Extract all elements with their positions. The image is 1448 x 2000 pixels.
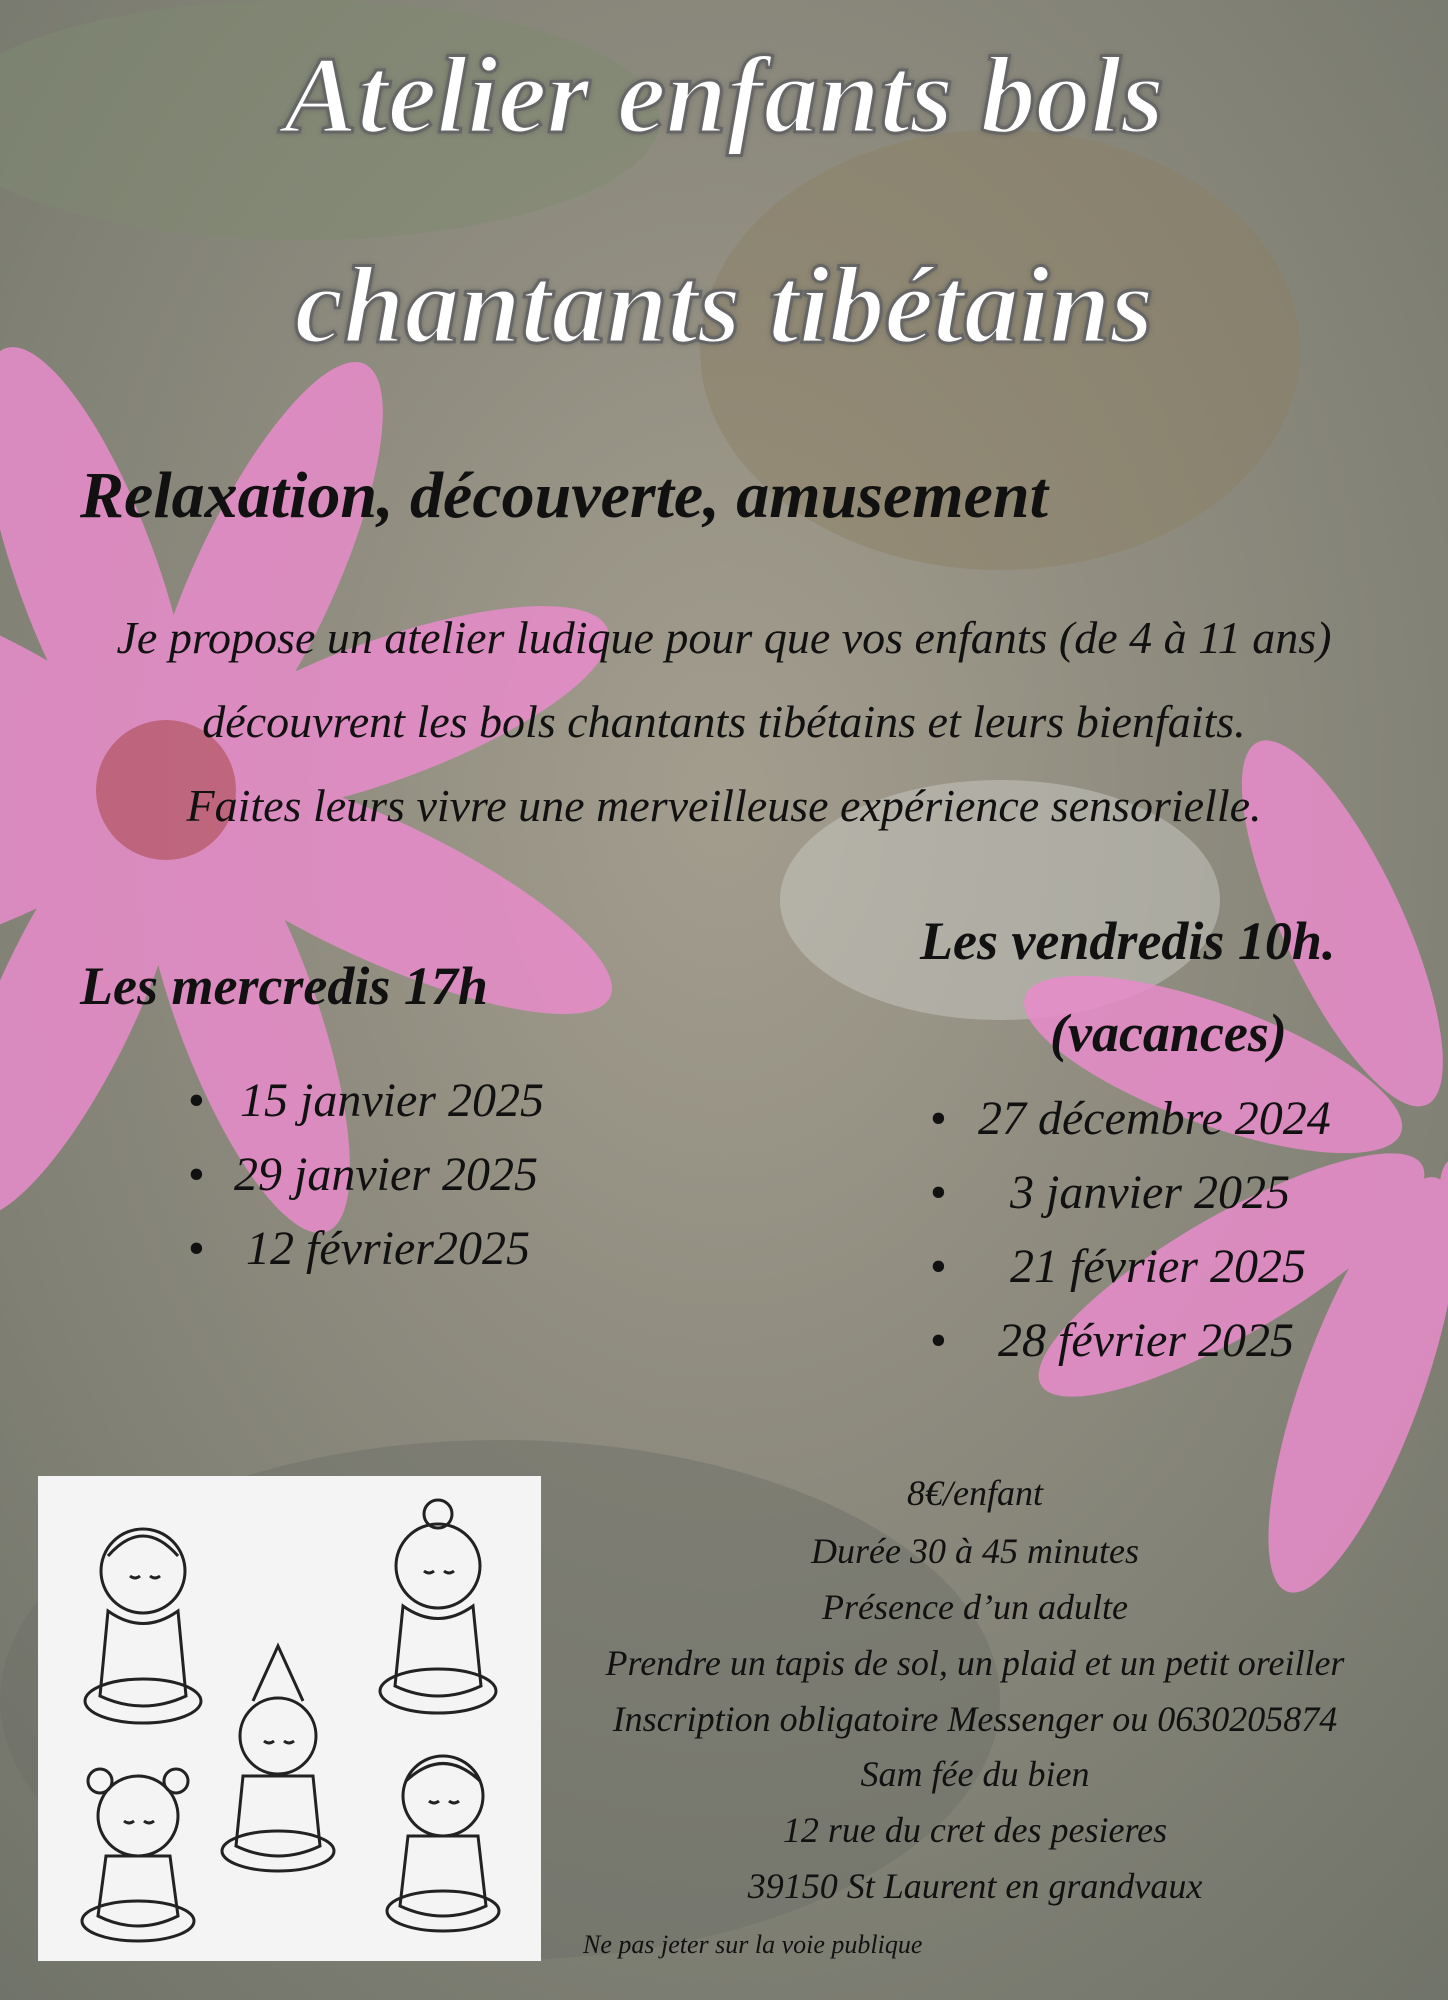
meditating-children-illustration	[38, 1476, 541, 1961]
date-item: • 12 février2025	[188, 1212, 544, 1286]
description-line: Faites leurs vivre une merveilleuse expérience sensorielle.	[186, 780, 1262, 831]
registration: Inscription obligatoire Messenger ou 0630205874	[612, 1699, 1338, 1739]
title-line-1: Atelier enfants bols	[283, 34, 1165, 156]
footer-note: Ne pas jeter sur la voie publique	[583, 1930, 923, 1959]
date-item: • 3 janvier 2025	[930, 1156, 1331, 1230]
equipment: Prendre un tapis de sol, un plaid et un petit oreiller	[605, 1643, 1345, 1683]
price: 8€/enfant	[907, 1473, 1043, 1513]
description-line: découvrent les bols chantants tibétains et leurs bienfaits.	[202, 696, 1246, 747]
wednesday-dates	[188, 1064, 544, 1286]
date-item: • 21 février 2025	[930, 1230, 1331, 1304]
date-item: • 28 février 2025	[930, 1304, 1331, 1378]
description-line: Je propose un atelier ludique pour que vos enfants (de 4 à 11 ans)	[116, 612, 1332, 663]
child-figure	[82, 1769, 194, 1941]
date-item: • 27 décembre 2024	[930, 1082, 1331, 1156]
subtitle: Relaxation, découverte, amusement	[80, 459, 1048, 532]
address-street: 12 rue du cret des pesieres	[782, 1810, 1168, 1850]
organizer: Sam fée du bien	[860, 1754, 1090, 1794]
address-city: 39150 St Laurent en grandvaux	[747, 1866, 1203, 1906]
wednesday-heading: Les mercredis 17h	[80, 956, 488, 1016]
title-line-2: chantants tibétains	[294, 244, 1154, 366]
friday-dates	[930, 1082, 1331, 1378]
child-figure	[380, 1500, 496, 1713]
friday-heading: Les vendredis 10h.	[920, 911, 1336, 971]
date-item: • 15 janvier 2025	[188, 1064, 544, 1138]
child-figure	[85, 1529, 201, 1723]
friday-note: (vacances)	[1050, 1003, 1287, 1063]
date-item: • 29 janvier 2025	[188, 1138, 544, 1212]
child-figure	[387, 1756, 499, 1931]
duration: Durée 30 à 45 minutes	[811, 1531, 1139, 1571]
child-figure	[222, 1646, 334, 1871]
adult-presence: Présence d’un adulte	[822, 1587, 1128, 1627]
